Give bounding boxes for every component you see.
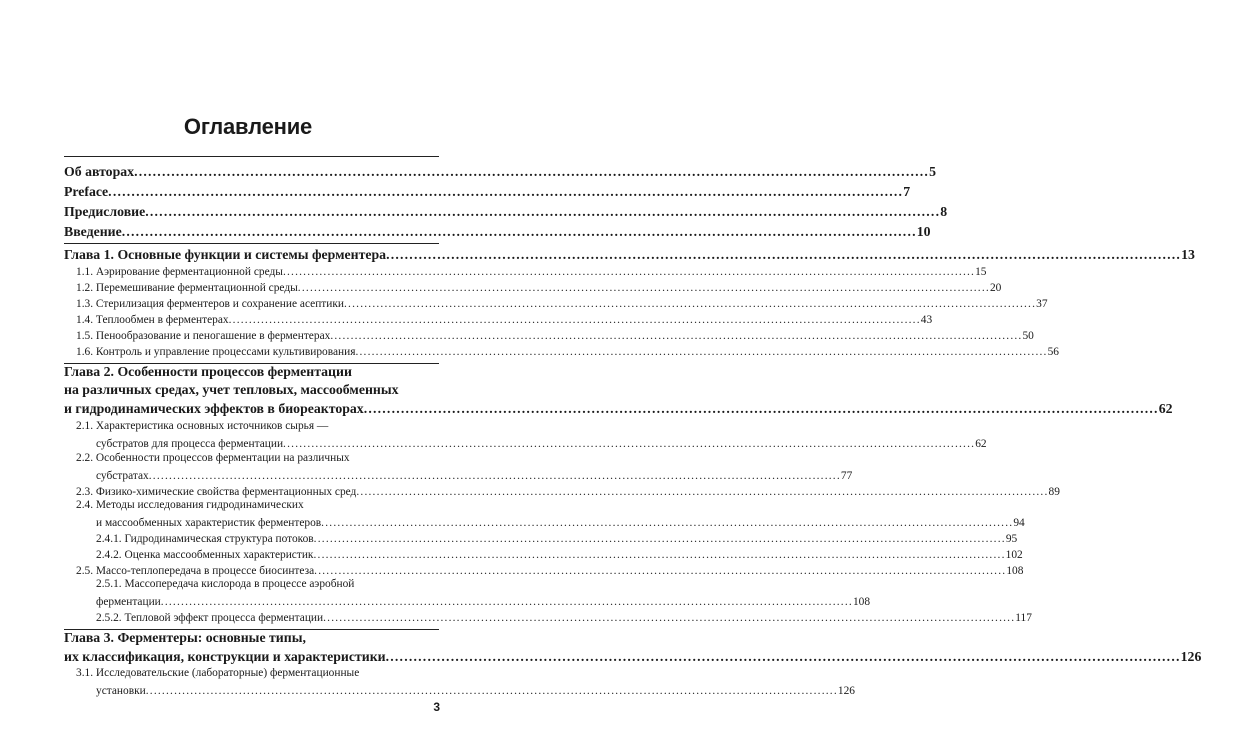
toc-entry-preface[interactable]: Preface ........................................................................................................................................................................... 7 [0, 182, 496, 200]
dot-leader: ........................................................................................................................................................................... [145, 685, 838, 697]
toc-section-2-5-2[interactable]: 2.5.2. Тепловой эффект процесса ферментации ........................................................................................................................................................................... 117 [0, 609, 496, 624]
dot-leader: ........................................................................................................................................................................... [385, 649, 1181, 664]
dot-leader: ........................................................................................................................................................................... [297, 282, 990, 294]
page-ref: 108 [852, 596, 871, 608]
dot-leader: ........................................................................................................................................................................... [148, 470, 841, 482]
toc-chapter-1[interactable]: Глава 1. Основные функции и системы ферментера ........................................................................................................................................................................... 13 [0, 245, 496, 263]
toc-section-1-1[interactable]: 1.1. Аэрирование ферментационной среды ........................................................................................................................................................................... 15 [0, 263, 496, 278]
toc-section-2-4[interactable]: и массообменных характеристик ферментеров ........................................................................................................................................................................... 94 [0, 514, 496, 529]
toc-section-2-4-line-1[interactable]: 2.4. Методы исследования гидродинамических [76, 499, 304, 511]
dot-leader: ........................................................................................................................................................................... [330, 330, 1023, 342]
dot-leader: ........................................................................................................................................................................... [160, 596, 853, 608]
divider [64, 156, 439, 157]
toc-section-2-4-1[interactable]: 2.4.1. Гидродинамическая структура потоков ........................................................................................................................................................................... 95 [0, 530, 496, 545]
dot-leader: ........................................................................................................................................................................... [344, 298, 1037, 310]
page-ref: 126 [1180, 649, 1202, 664]
toc-title: Оглавление [183, 114, 313, 139]
dot-leader: ........................................................................................................................................................................... [283, 438, 976, 450]
toc-chapter-2[interactable]: и гидродинамических эффектов в биореакторах ........................................................................................................................................................................... 62 [0, 399, 496, 417]
page-ref: 95 [1005, 533, 1018, 545]
toc-chapter-2-line-2[interactable]: на различных средах, учет тепловых, массообменных [64, 382, 399, 397]
toc-section-2-1[interactable]: субстратов для процесса ферментации ........................................................................................................................................................................... 62 [0, 435, 496, 450]
page-ref: 10 [916, 224, 931, 239]
toc-section-2-2[interactable]: субстратах ........................................................................................................................................................................... 77 [0, 467, 496, 482]
toc-section-2-1-line-1[interactable]: 2.1. Характеристика основных источников сырья — [76, 420, 329, 432]
toc-section-1-5[interactable]: 1.5. Пенообразование и пеногашение в ферментерах ........................................................................................................................................................................... 50 [0, 327, 496, 342]
page-ref: 20 [989, 282, 1002, 294]
page-ref: 62 [1158, 401, 1173, 416]
page-ref: 15 [975, 266, 987, 278]
page-ref: 43 [920, 314, 933, 326]
page-ref: 77 [840, 470, 853, 482]
toc-section-1-2[interactable]: 1.2. Перемешивание ферментационной среды ........................................................................................................................................................................... 20 [0, 279, 496, 294]
toc-section-1-6[interactable]: 1.6. Контроль и управление процессами культивирования ........................................................................................................................................................................... 56 [0, 343, 496, 358]
toc-section-2-5[interactable]: 2.5. Массо-теплопередача в процессе биосинтеза ........................................................................................................................................................................... 108 [0, 562, 496, 577]
page-ref: 89 [1048, 486, 1060, 498]
page-ref: 62 [975, 438, 987, 450]
dot-leader: ........................................................................................................................................................................... [363, 401, 1159, 416]
toc-section-2-5-1[interactable]: ферментации ........................................................................................................................................................................... 108 [0, 593, 496, 608]
dot-leader: ........................................................................................................................................................................... [145, 204, 941, 219]
dot-leader: ........................................................................................................................................................................... [228, 314, 921, 326]
toc-section-3-1-line-1[interactable]: 3.1. Исследовательские (лабораторные) ферментационные [76, 667, 360, 679]
page-ref: 5 [929, 164, 936, 179]
toc-entry-authors[interactable]: Об авторах ........................................................................................................................................................................... 5 [0, 162, 496, 180]
page-ref: 126 [837, 685, 855, 697]
toc-section-1-3[interactable]: 1.3. Стерилизация ферментеров и сохранение асептики ........................................................................................................................................................................... 37 [0, 295, 496, 310]
page-number: 3 [433, 700, 440, 714]
dot-leader: ........................................................................................................................................................................... [314, 565, 1007, 577]
toc-entry-intro[interactable]: Введение ........................................................................................................................................................................... 10 [0, 222, 496, 240]
toc-chapter-3[interactable]: их классификация, конструкции и характеристики ........................................................................................................................................................................... 126 [0, 647, 496, 665]
toc-section-3-1[interactable]: установки ........................................................................................................................................................................... 126 [0, 682, 496, 697]
dot-leader: ........................................................................................................................................................................... [313, 549, 1006, 561]
toc-section-2-4-2[interactable]: 2.4.2. Оценка массообменных характеристик ........................................................................................................................................................................... 102 [0, 546, 496, 561]
toc-section-2-3[interactable]: 2.3. Физико-химические свойства ферментационных сред ........................................................................................................................................................................... 89 [0, 483, 496, 498]
page-ref: 117 [1015, 612, 1032, 624]
divider [64, 243, 439, 244]
dot-leader: ........................................................................................................................................................................... [313, 533, 1006, 545]
toc-section-2-5-1-line-1[interactable]: 2.5.1. Массопередача кислорода в процессе аэробной [96, 578, 355, 590]
page-ref: 108 [1006, 565, 1024, 577]
page-ref: 102 [1005, 549, 1023, 561]
page-ref: 37 [1036, 298, 1048, 310]
page-ref: 50 [1022, 330, 1034, 342]
dot-leader: ........................................................................................................................................................................... [108, 184, 904, 199]
page-ref: 13 [1181, 247, 1195, 262]
page-ref: 56 [1047, 346, 1059, 358]
dot-leader: ........................................................................................................................................................................... [134, 164, 930, 179]
toc-entry-foreword[interactable]: Предисловие ........................................................................................................................................................................... 8 [0, 202, 496, 220]
dot-leader: ........................................................................................................................................................................... [121, 224, 917, 239]
page-ref: 94 [1013, 517, 1025, 529]
dot-leader: ........................................................................................................................................................................... [386, 247, 1182, 262]
dot-leader: ........................................................................................................................................................................... [323, 612, 1016, 624]
toc-section-2-2-line-1[interactable]: 2.2. Особенности процессов ферментации на различных [76, 452, 350, 464]
dot-leader: ........................................................................................................................................................................... [356, 486, 1049, 498]
toc-chapter-2-line-1[interactable]: Глава 2. Особенности процессов ферментации [64, 364, 352, 379]
page-ref: 7 [903, 184, 911, 199]
dot-leader: ........................................................................................................................................................................... [321, 517, 1014, 529]
dot-leader: ........................................................................................................................................................................... [355, 346, 1048, 358]
toc-section-1-4[interactable]: 1.4. Теплообмен в ферментерах ........................................................................................................................................................................... 43 [0, 311, 496, 326]
page-ref: 8 [940, 204, 948, 219]
dot-leader: ........................................................................................................................................................................... [282, 266, 976, 278]
toc-chapter-3-line-1[interactable]: Глава 3. Ферментеры: основные типы, [64, 630, 306, 645]
